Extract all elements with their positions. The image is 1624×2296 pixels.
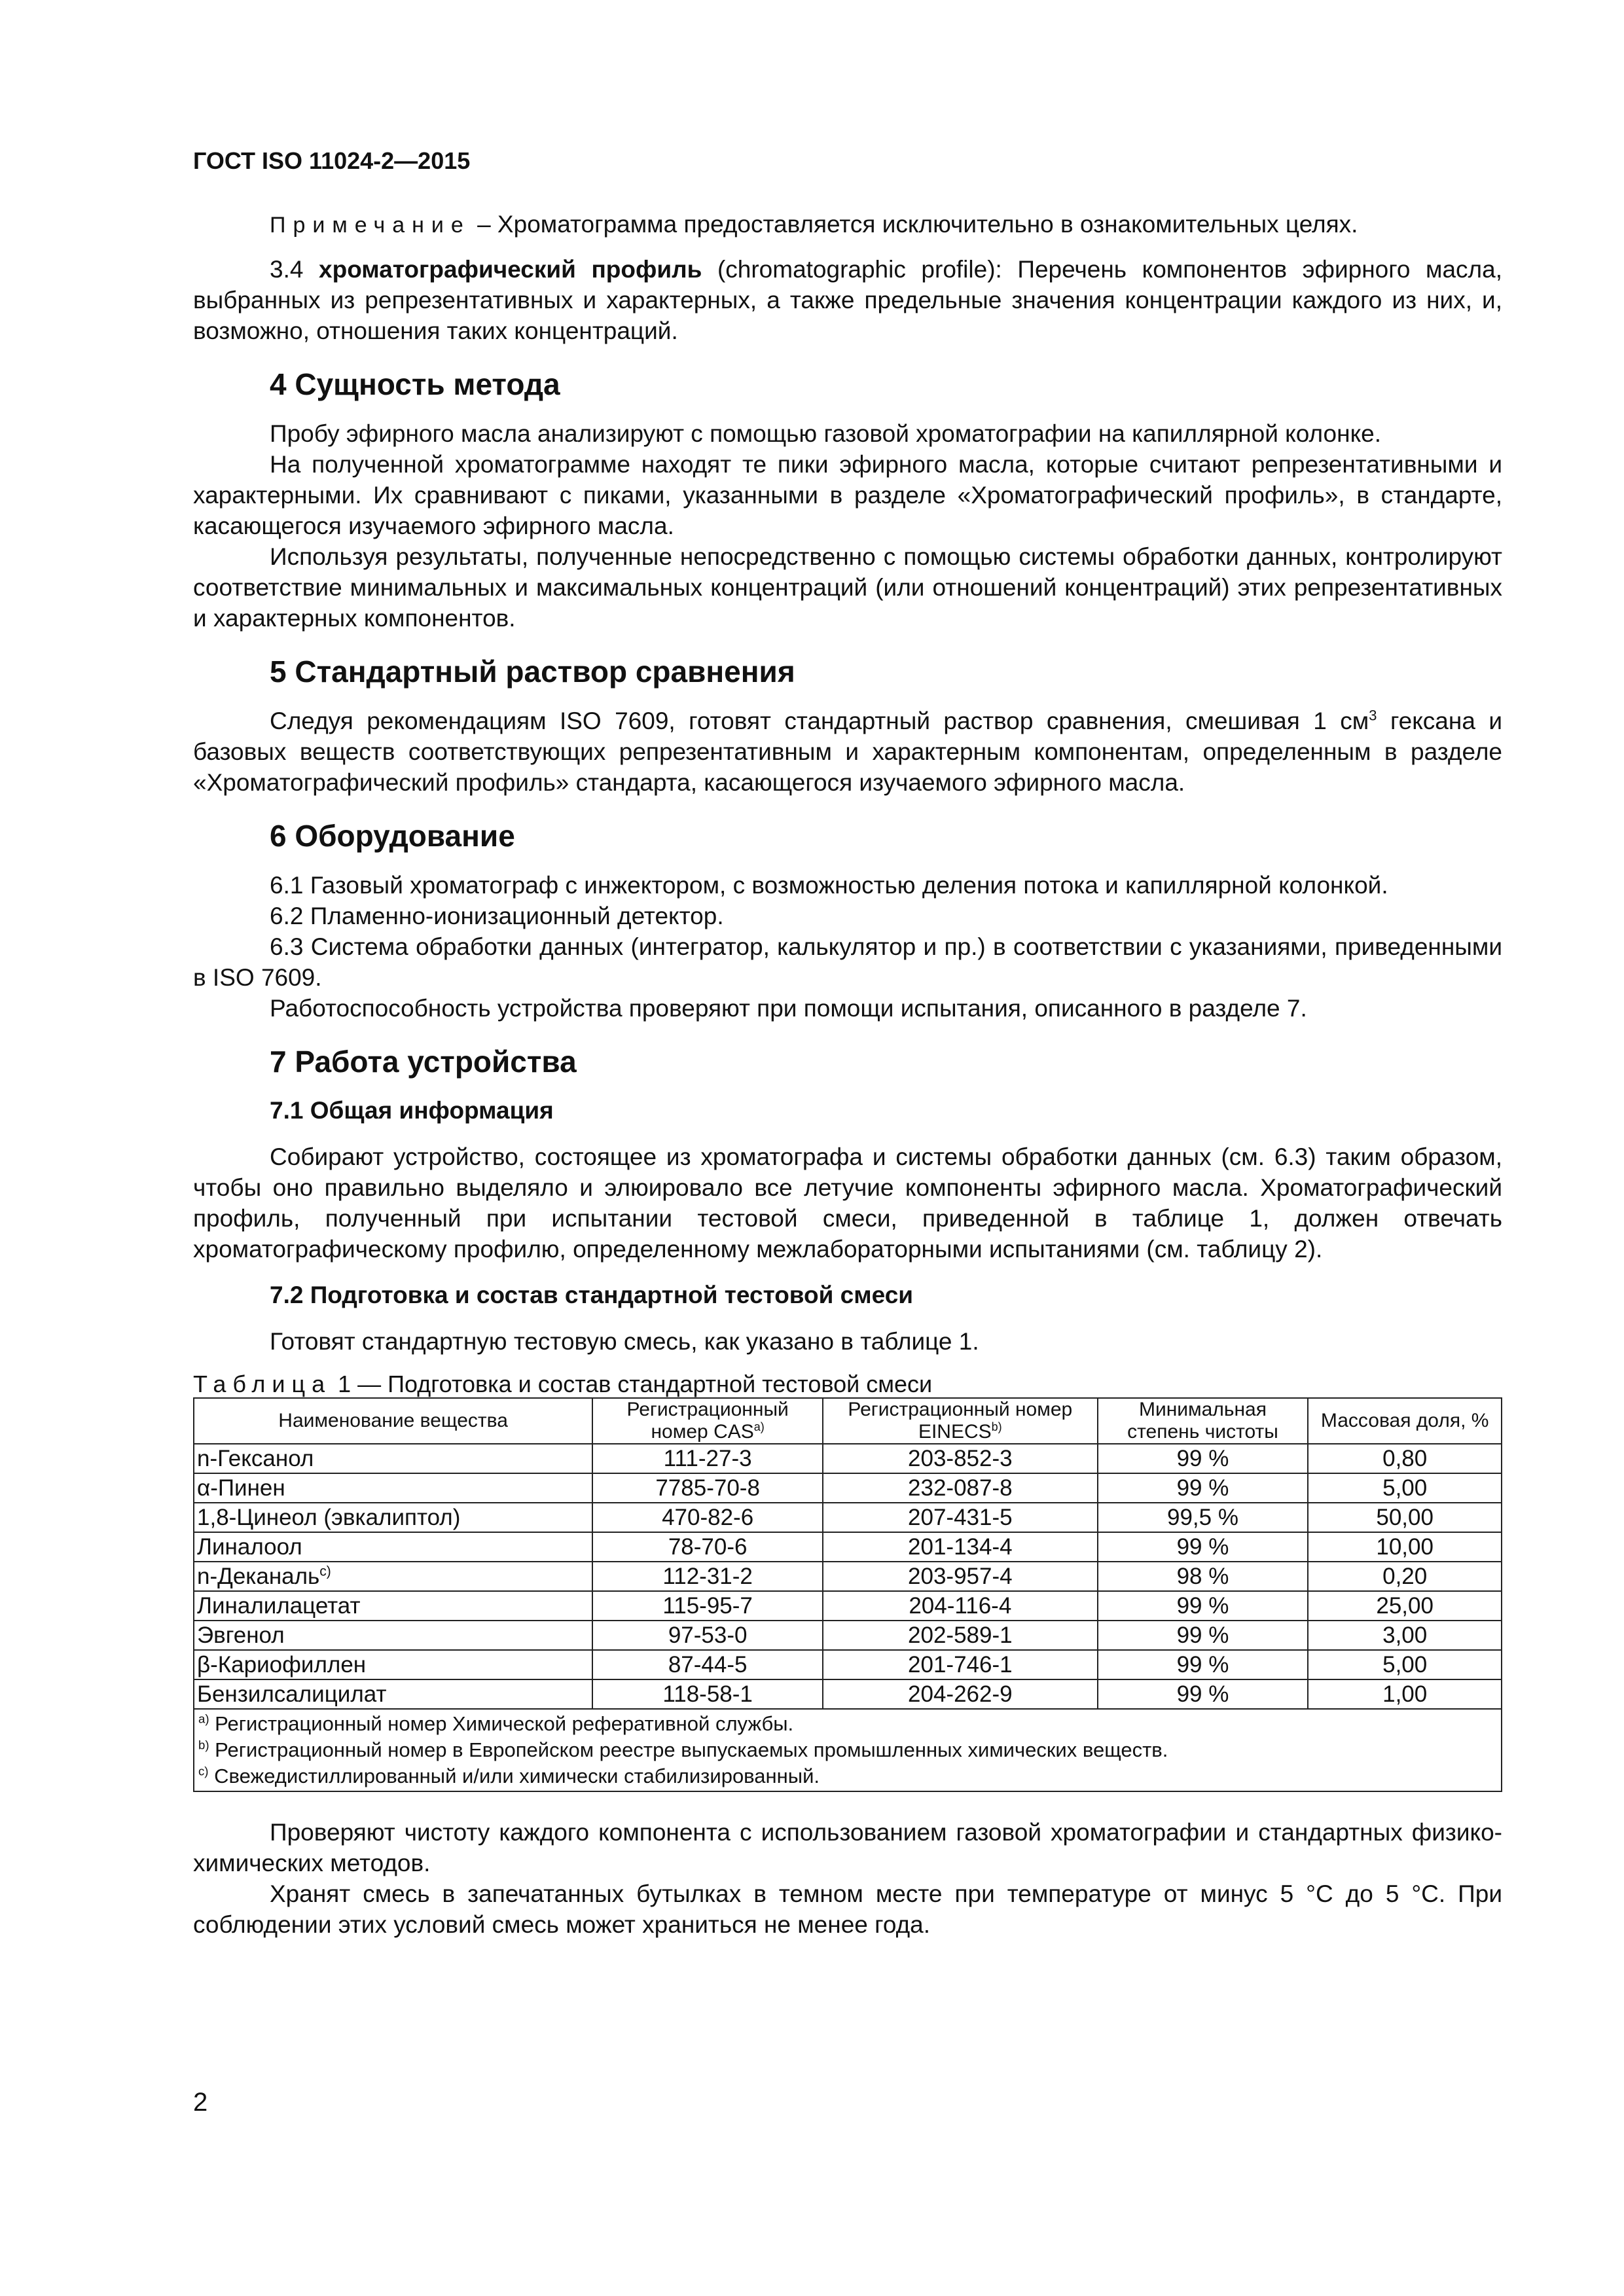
mass-fraction: 5,00 [1308,1650,1502,1679]
cas-number: 118-58-1 [592,1679,823,1709]
section-7-2-title: 7.2 Подготовка и состав стандартной тестовой смеси [270,1282,914,1308]
section-7-title: 7 Работа устройства [270,1045,577,1079]
table-row [194,1679,1502,1709]
mass-fraction: 3,00 [1308,1621,1502,1650]
page-number: 2 [193,2088,208,2117]
section-5-paragraph [193,706,1502,798]
section-4-title: 4 Сущность метода [270,367,560,401]
note-label: Примечание [270,213,471,238]
substance-name [194,1591,592,1621]
substance-name [194,1503,592,1532]
footnote-c [198,1763,1497,1789]
purity-value: 99 % [1098,1444,1308,1473]
definition-term: хроматографический профиль [319,256,702,283]
table-row [194,1650,1502,1679]
footnote-text: Регистрационный номер в Европейском реестре выпускаемых промышленных химических веществ. [209,1738,1168,1761]
table-row [194,1532,1502,1562]
section-5-title: 5 Стандартный раствор сравнения [270,655,795,689]
column-header-purity: Минимальная степень чистоты [1098,1398,1308,1444]
cas-number: 7785-70-8 [592,1473,823,1503]
einecs-header-text: Регистрационный номер EINECS [848,1399,1073,1443]
section-5-text-b: гексана и базовых веществ соответствующих репрезентативным и характерным компонентам, определенным в разделе «Хроматографический профиль» стандарта, касающегося изучаемого эфирного масла. [193,708,1502,796]
table-row [194,1621,1502,1650]
mass-fraction: 1,00 [1308,1679,1502,1709]
substance-name-text: 1,8-Цинеол (эвкалиптол) [197,1505,461,1530]
after-table-paragraph-2: Хранят смесь в запечатанных бутылках в темном месте при температуре от минус 5 °С до 5 °С. При соблюдении этих условий смесь может храниться не менее года. [193,1880,1502,1938]
mass-fraction: 10,00 [1308,1532,1502,1562]
purity-value: 98 % [1098,1562,1308,1591]
cas-number: 115-95-7 [592,1591,823,1621]
einecs-number: 201-746-1 [823,1650,1098,1679]
section-6-note: Работоспособность устройства проверяют при помощи испытания, описанного в разделе 7. [270,995,1307,1022]
document-page [193,147,1502,1940]
cas-header-footnote-mark: a) [753,1420,765,1433]
substance-name-text: Линалоол [197,1534,302,1560]
section-7-2-paragraph: Готовят стандартную тестовую смесь, как указано в таблице 1. [270,1328,979,1355]
einecs-number: 202-589-1 [823,1621,1098,1650]
table-caption-label: Таблица [193,1371,332,1397]
section-6-1: 6.1 Газовый хроматограф с инжектором, с возможностью деления потока и капиллярной колонкой. [270,872,1388,899]
mass-fraction: 0,20 [1308,1562,1502,1591]
cas-number: 87-44-5 [592,1650,823,1679]
substance-name-text: Эвгенол [197,1623,285,1648]
after-table-paragraph-1: Проверяют чистоту каждого компонента с использованием газовой хроматографии и стандартных физико-химических методов. [193,1819,1502,1876]
substance-name-text: Бензилсалицилат [197,1681,387,1707]
substance-name-text: β-Кариофиллен [197,1652,367,1677]
substance-name [194,1562,592,1591]
mass-fraction: 25,00 [1308,1591,1502,1621]
document-header: ГОСТ ISO 11024-2—2015 [193,147,471,174]
cas-number: 78-70-6 [592,1532,823,1562]
section-6-2: 6.2 Пламенно-ионизационный детектор. [270,903,724,929]
section-5-text-a: Следуя рекомендациям ISO 7609, готовят стандартный раствор сравнения, смешивая 1 см [270,708,1369,734]
substance-name [194,1444,592,1473]
substance-name [194,1679,592,1709]
note-text: – Хроматограмма предоставляется исключительно в ознакомительных целях. [470,211,1358,238]
substance-name [194,1621,592,1650]
purity-value: 99 % [1098,1650,1308,1679]
substance-name [194,1532,592,1562]
section-7-1-paragraph: Собирают устройство, состоящее из хроматографа и системы обработки данных (см. 6.3) таким образом, чтобы оно правильно выделяло и элюировало все летучие компоненты эфирного масла. Хроматографический профиль, полученный при испытании тестовой смеси, приведенной в таблице 1, должен отвечать хроматографическому профилю, определенному межлабораторными испытаниями (см. таблицу 2). [193,1143,1502,1263]
footnote-mark: c) [198,1764,209,1778]
table-row [194,1591,1502,1621]
einecs-number: 207-431-5 [823,1503,1098,1532]
table-row [194,1562,1502,1591]
substance-name [194,1473,592,1503]
footnote-mark: a) [198,1712,209,1726]
cas-header-text: Регистрационный номер CAS [626,1399,789,1443]
table-caption-text: 1 — Подготовка и состав стандартной тестовой смеси [331,1371,933,1397]
purity-value: 99 % [1098,1679,1308,1709]
cas-number: 470-82-6 [592,1503,823,1532]
purity-value: 99,5 % [1098,1503,1308,1532]
cas-number: 112-31-2 [592,1562,823,1591]
section-6-3: 6.3 Система обработки данных (интегратор, калькулятор и пр.) в соответствии с указаниями, приведенными в ISO 7609. [193,933,1502,991]
footnote-text: Регистрационный номер Химической реферативной службы. [209,1712,794,1735]
substance-footnote-mark: c) [319,1564,331,1579]
note-paragraph [193,209,1502,241]
purity-value: 99 % [1098,1532,1308,1562]
substance-name [194,1650,592,1679]
substance-name-text: α-Пинен [197,1475,285,1501]
table-footnotes-row [194,1709,1502,1791]
einecs-number: 203-852-3 [823,1444,1098,1473]
table-row [194,1473,1502,1503]
section-4-paragraph-1: Пробу эфирного масла анализируют с помощью газовой хроматографии на капиллярной колонке. [270,420,1382,447]
column-header-cas [592,1398,823,1444]
table-header-row [194,1398,1502,1444]
footnote-mark: b) [198,1738,209,1752]
section-6-title: 6 Оборудование [270,819,515,853]
substance-name-text: Линалилацетат [197,1593,361,1619]
table-row [194,1444,1502,1473]
column-header-name: Наименование вещества [194,1398,592,1444]
einecs-number: 204-262-9 [823,1679,1098,1709]
purity-value: 99 % [1098,1621,1308,1650]
einecs-number: 232-087-8 [823,1473,1098,1503]
footnote-text: Свежедистиллированный и/или химически стабилизированный. [208,1765,820,1787]
einecs-header-footnote-mark: b) [991,1420,1002,1433]
column-header-fraction: Массовая доля, % [1308,1398,1502,1444]
einecs-number: 201-134-4 [823,1532,1098,1562]
section-7-1-title: 7.1 Общая информация [270,1097,554,1124]
definition-3-4 [193,254,1502,346]
table-footnotes [194,1709,1502,1791]
purity-value: 99 % [1098,1473,1308,1503]
table-1-caption [193,1371,1502,1397]
column-header-einecs [823,1398,1098,1444]
footnote-b [198,1737,1497,1763]
section-4-paragraph-2: На полученной хроматограмме находят те пики эфирного масла, которые считают репрезентативными и характерными. Их сравнивают с пиками, указанными в разделе «Хроматографический профиль», в стандарте, касающегося изучаемого эфирного масла. [193,451,1502,539]
mass-fraction: 5,00 [1308,1473,1502,1503]
footnote-a [198,1711,1497,1737]
einecs-number: 203-957-4 [823,1562,1098,1591]
definition-number: 3.4 [270,256,319,283]
cas-number: 97-53-0 [592,1621,823,1650]
mass-fraction: 0,80 [1308,1444,1502,1473]
table-1 [193,1397,1502,1792]
cubic-superscript: 3 [1369,707,1377,724]
substance-name-text: n-Гексанол [197,1446,314,1471]
section-4-paragraph-3: Используя результаты, полученные непосредственно с помощью системы обработки данных, контролируют соответствие минимальных и максимальных концентраций (или отношений концентраций) этих репрезентативных и характерных компонентов. [193,543,1502,632]
definition-text: (chromatographic profile): Перечень компонентов эфирного масла, выбранных из репрезентативных и характерных, а также предельные значения концентрации каждого из них, и, возможно, отношения таких концентраций. [193,256,1502,344]
table-row [194,1503,1502,1532]
cas-number: 111-27-3 [592,1444,823,1473]
substance-name-text: n-Деканаль [197,1564,320,1589]
einecs-number: 204-116-4 [823,1591,1098,1621]
mass-fraction: 50,00 [1308,1503,1502,1532]
purity-value: 99 % [1098,1591,1308,1621]
